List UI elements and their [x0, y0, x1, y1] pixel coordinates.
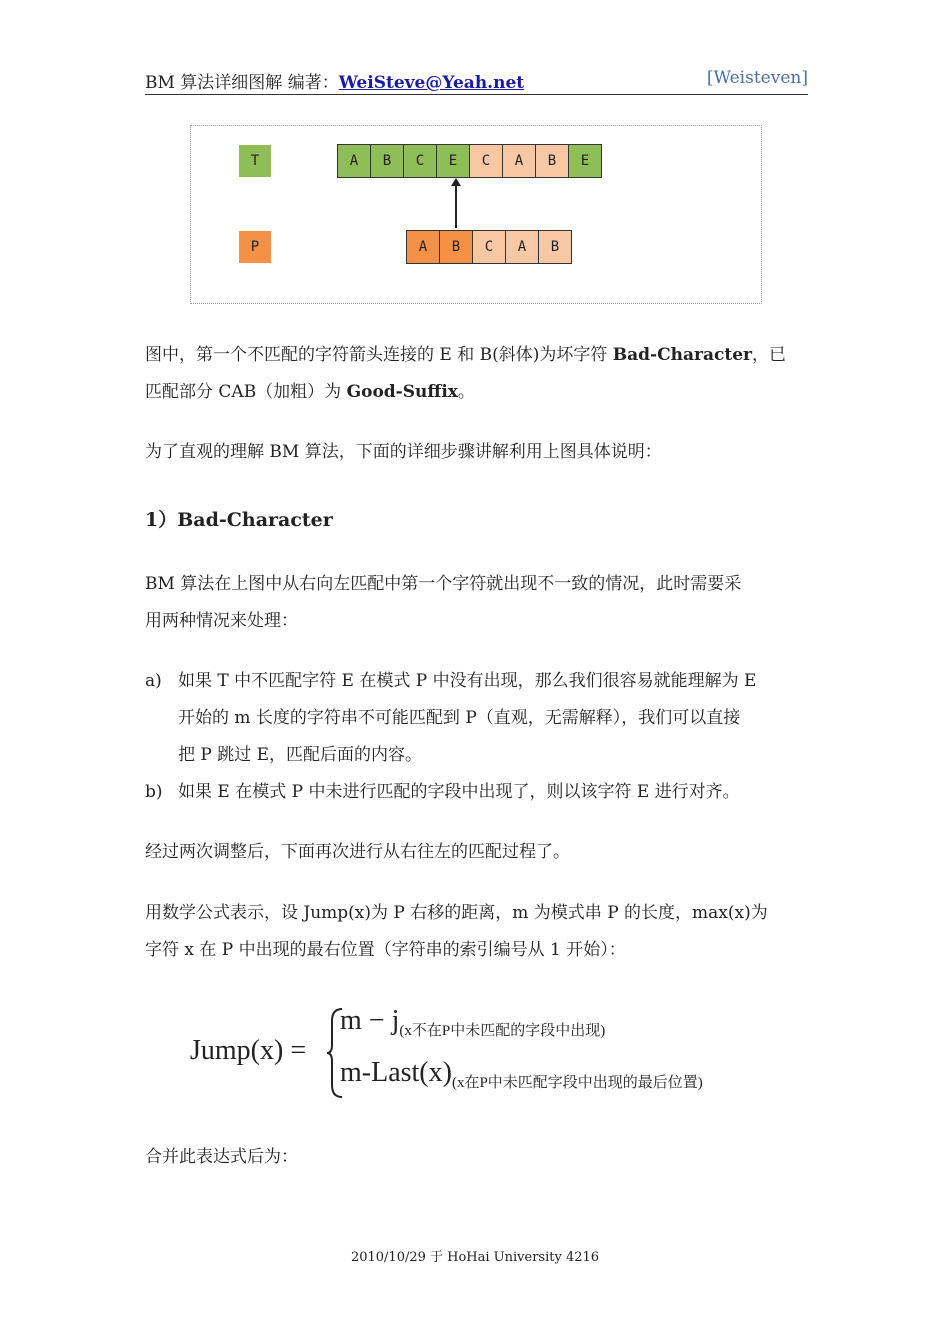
list-body-b: [178, 774, 810, 811]
pattern-cell: A: [406, 230, 440, 264]
intro-text-e: 。: [457, 382, 475, 402]
good-suffix-term: Good-Suffix: [346, 382, 458, 402]
list-b-line-1: 如果 E 在模式 P 中未进行匹配的字段中出现了，则以该字符 E 进行对齐。: [178, 782, 740, 802]
case-2-main: m-Last(x): [340, 1057, 452, 1088]
intro-text-a: 图中，第一个不匹配的字符箭头连接的 E 和 B(斜体)为坏字符: [145, 345, 613, 365]
formula-lhs: Jump(x) =: [190, 1035, 307, 1066]
pattern-label-p: P: [239, 231, 271, 263]
case-1-main: m − j: [340, 1005, 400, 1036]
formula-case-2: [340, 1057, 703, 1089]
paragraph-adjust: 经过两次调整后，下面再次进行从右往左的匹配过程了。: [145, 842, 570, 862]
text-cell: A: [502, 144, 536, 178]
list-a-line-2: 开始的 m 长度的字符串不可能匹配到 P（直观，无需解释），我们可以直接: [178, 708, 741, 728]
bm-intro-line-2: 用两种情况来处理：: [145, 611, 298, 631]
text-cell: C: [403, 144, 437, 178]
math-line-2: 字符 x 在 P 中出现的最右位置（字符串的索引编号从 1 开始）：: [145, 940, 626, 960]
mismatch-arrow-icon: [451, 176, 461, 230]
intro-text-d: 匹配部分 CAB（加粗）为: [145, 382, 347, 402]
pattern-cell: B: [439, 230, 473, 264]
list-body-a: [178, 663, 810, 774]
list-item-a: [145, 663, 810, 774]
bm-intro-line-1: BM 算法在上图中从右向左匹配中第一个字符就出现不一致的情况，此时需要采: [145, 574, 742, 594]
paragraph-bm-intro: [145, 566, 810, 640]
jump-formula: [190, 1005, 790, 1105]
paragraph-intro: [145, 337, 810, 411]
pattern-cell: B: [538, 230, 572, 264]
math-line-1: 用数学公式表示，设 Jump(x)为 P 右移的距离，m 为模式串 P 的长度，max(x)为: [145, 903, 768, 923]
text-cell: B: [535, 144, 569, 178]
text-cell: A: [337, 144, 371, 178]
intro-line-1: [145, 337, 810, 374]
paragraph-merge: 合并此表达式后为：: [145, 1147, 298, 1167]
header-title: [145, 68, 524, 93]
page-footer: 2010/10/29 于 HoHai University 4216: [350, 1250, 600, 1265]
page-header: [145, 66, 808, 95]
intro-line-2: [145, 374, 810, 411]
pattern-cell: A: [505, 230, 539, 264]
author-email-link[interactable]: WeiSteve@Yeah.net: [338, 73, 525, 93]
list-a-line-3: 把 P 跳过 E，匹配后面的内容。: [178, 745, 423, 765]
text-cell: E: [568, 144, 602, 178]
case-2-condition: (x在P中未匹配字段中出现的最后位置): [451, 1075, 703, 1091]
list-a-line-1: 如果 T 中不匹配字符 E 在模式 P 中没有出现，那么我们很容易就能理解为 E: [178, 671, 757, 691]
text-cells: [338, 144, 602, 178]
intro-text-c: ，已: [751, 345, 786, 365]
paragraph-purpose: 为了直观的理解 BM 算法，下面的详细步骤讲解利用上图具体说明：: [145, 442, 662, 462]
author-tag: [Weisteven]: [706, 68, 808, 88]
list-item-b: [145, 774, 810, 811]
pattern-cells: [407, 230, 572, 264]
header-title-text: BM 算法详细图解 编著：: [145, 73, 339, 93]
list-marker-a: a): [145, 671, 162, 691]
pattern-cell: C: [472, 230, 506, 264]
case-1-condition: (x不在P中未匹配的字段中出现): [399, 1023, 606, 1039]
text-cell: E: [436, 144, 470, 178]
text-cell: C: [469, 144, 503, 178]
list-marker-b: b): [145, 782, 163, 802]
paragraph-math: [145, 895, 810, 969]
bm-diagram: [190, 125, 762, 304]
text-label-t: T: [239, 145, 271, 177]
formula-case-1: [340, 1005, 605, 1037]
section-heading: 1）Bad-Character: [145, 509, 333, 531]
bad-character-term: Bad-Character: [612, 345, 752, 365]
text-cell: B: [370, 144, 404, 178]
